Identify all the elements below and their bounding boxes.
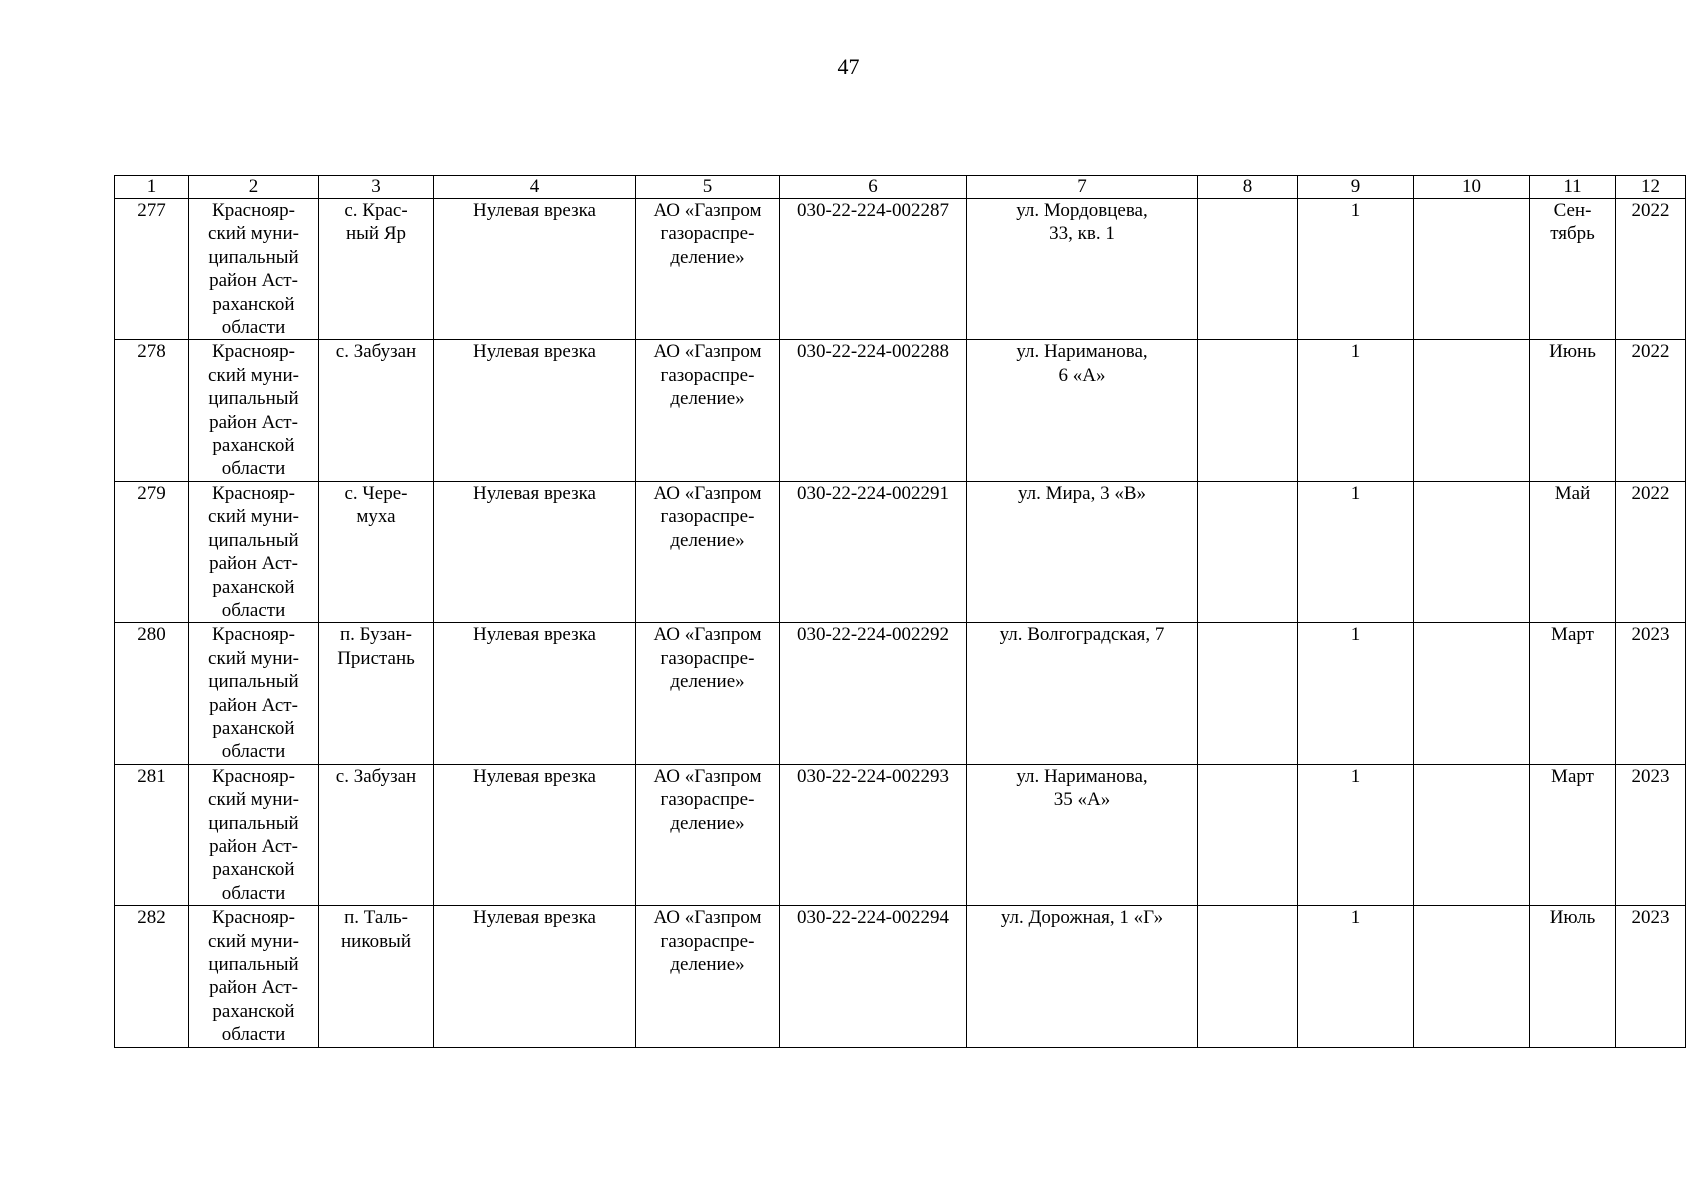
municipality-cell (189, 623, 319, 764)
year-cell: 2022 (1616, 340, 1686, 481)
cell-text-line: газораспре- (660, 506, 755, 528)
column-8-cell (1198, 199, 1298, 340)
object-code-cell: 030-22-224-002291 (780, 481, 967, 622)
cell-text-line: АО «Газпром (653, 482, 762, 504)
cell-text-line: Июль (1549, 907, 1596, 929)
work-type-cell: Нулевая врезка (434, 764, 636, 905)
cell-text-line: ципальный (208, 671, 299, 693)
row-number-cell: 277 (115, 199, 189, 340)
cell-text-line: деление» (670, 954, 745, 975)
cell-text-line: район Аст- (209, 977, 298, 999)
cell-text-line: район Аст- (209, 835, 298, 857)
column-10-cell (1414, 481, 1530, 622)
page-number: 47 (837, 54, 860, 79)
year-cell: 2023 (1616, 623, 1686, 764)
cell-text-line: Март (1551, 624, 1594, 646)
table-header (115, 176, 1686, 199)
table-row (115, 623, 1686, 764)
month-cell (1530, 199, 1616, 340)
address-cell (967, 340, 1198, 481)
column-header: 12 (1616, 176, 1686, 199)
cell-text-line: Краснояр- (212, 341, 295, 363)
column-header: 11 (1530, 176, 1616, 199)
cell-text-line: ул. Волгоградская, 7 (999, 624, 1165, 646)
cell-text-line: газораспре- (660, 789, 755, 811)
quantity-cell: 1 (1298, 623, 1414, 764)
quantity-cell: 1 (1298, 906, 1414, 1047)
cell-text-line: области (221, 317, 286, 339)
organization-cell (636, 623, 780, 764)
quantity-cell: 1 (1298, 199, 1414, 340)
cell-text-line: раханской (212, 859, 295, 881)
cell-text-line: район Аст- (209, 270, 298, 292)
cell-text-line: ул. Нариманова, (1016, 341, 1148, 363)
quantity-cell: 1 (1298, 340, 1414, 481)
address-cell (967, 199, 1198, 340)
cell-text-line: деление» (670, 671, 745, 693)
cell-text-line: ный Яр (345, 223, 407, 245)
settlement-cell (319, 481, 434, 622)
cell-text-line: ский муни- (208, 506, 299, 528)
cell-text-line: АО «Газпром (653, 765, 762, 787)
column-10-cell (1414, 199, 1530, 340)
quantity-cell: 1 (1298, 481, 1414, 622)
column-8-cell (1198, 623, 1298, 764)
cell-text-line: с. Забузан (335, 341, 417, 363)
cell-text-line: ципальный (208, 954, 299, 975)
cell-text-line: области (221, 599, 286, 621)
row-number-cell: 282 (115, 906, 189, 1047)
organization-cell (636, 906, 780, 1047)
column-8-cell (1198, 481, 1298, 622)
column-header: 6 (780, 176, 967, 199)
work-type-cell: Нулевая врезка (434, 623, 636, 764)
cell-text-line: 6 «А» (1058, 364, 1106, 386)
cell-text-line: район Аст- (209, 694, 298, 716)
object-code-cell: 030-22-224-002288 (780, 340, 967, 481)
cell-text-line: раханской (212, 576, 295, 598)
municipality-cell (189, 340, 319, 481)
column-8-cell (1198, 764, 1298, 905)
cell-text-line: газораспре- (660, 364, 755, 386)
table-row (115, 764, 1686, 905)
work-type-cell: Нулевая врезка (434, 481, 636, 622)
settlement-cell (319, 764, 434, 905)
year-cell: 2023 (1616, 764, 1686, 905)
organization-cell (636, 764, 780, 905)
object-code-cell: 030-22-224-002292 (780, 623, 967, 764)
column-10-cell (1414, 340, 1530, 481)
cell-text-line: Пристань (337, 647, 415, 669)
cell-text-line: Краснояр- (212, 624, 295, 646)
column-8-cell (1198, 340, 1298, 481)
cell-text-line: ул. Мордовцева, (1016, 200, 1148, 221)
cell-text-line: с. Забузан (335, 765, 417, 787)
settlement-cell (319, 906, 434, 1047)
address-cell (967, 623, 1198, 764)
organization-cell (636, 481, 780, 622)
cell-text-line: п. Таль- (344, 907, 408, 929)
table-row (115, 481, 1686, 622)
work-type-cell: Нулевая врезка (434, 199, 636, 340)
cell-text-line: ский муни- (208, 647, 299, 669)
table-body (115, 199, 1686, 1048)
column-10-cell (1414, 764, 1530, 905)
cell-text-line: АО «Газпром (653, 624, 762, 646)
organization-cell (636, 340, 780, 481)
month-cell (1530, 623, 1616, 764)
cell-text-line: район Аст- (209, 553, 298, 575)
settlement-cell (319, 340, 434, 481)
row-number-cell: 279 (115, 481, 189, 622)
cell-text-line: п. Бузан- (339, 624, 413, 646)
column-header: 3 (319, 176, 434, 199)
cell-text-line: области (221, 741, 286, 763)
cell-text-line: ципальный (208, 529, 299, 551)
row-number-cell: 280 (115, 623, 189, 764)
cell-text-line: никовый (340, 930, 411, 952)
address-cell (967, 481, 1198, 622)
cell-text-line: Краснояр- (212, 907, 295, 929)
address-cell (967, 906, 1198, 1047)
cell-text-line: области (221, 1024, 286, 1046)
year-cell: 2022 (1616, 481, 1686, 622)
quantity-cell: 1 (1298, 764, 1414, 905)
column-10-cell (1414, 906, 1530, 1047)
cell-text-line: газораспре- (660, 647, 755, 669)
cell-text-line: области (221, 458, 286, 480)
cell-text-line: Сен- (1553, 200, 1592, 221)
table-row (115, 340, 1686, 481)
month-cell (1530, 340, 1616, 481)
municipality-cell (189, 906, 319, 1047)
object-code-cell: 030-22-224-002287 (780, 199, 967, 340)
cell-text-line: ский муни- (208, 223, 299, 245)
month-cell (1530, 764, 1616, 905)
cell-text-line: муха (356, 506, 396, 528)
cell-text-line: Краснояр- (212, 482, 295, 504)
cell-text-line: 33, кв. 1 (1049, 223, 1115, 245)
organization-cell (636, 199, 780, 340)
column-header: 2 (189, 176, 319, 199)
year-cell: 2023 (1616, 906, 1686, 1047)
header-row (115, 176, 1686, 199)
cell-text-line: раханской (212, 435, 295, 457)
column-10-cell (1414, 623, 1530, 764)
municipality-cell (189, 199, 319, 340)
cell-text-line: Краснояр- (212, 200, 295, 221)
cell-text-line: раханской (212, 717, 295, 739)
cell-text-line: ский муни- (208, 364, 299, 386)
column-header: 7 (967, 176, 1198, 199)
cell-text-line: ский муни- (208, 789, 299, 811)
cell-text-line: ципальный (208, 246, 299, 268)
cell-text-line: деление» (670, 246, 745, 268)
address-cell (967, 764, 1198, 905)
column-header: 1 (115, 176, 189, 199)
cell-text-line: ципальный (208, 812, 299, 834)
cell-text-line: ул. Нариманова, (1016, 765, 1148, 787)
work-type-cell: Нулевая врезка (434, 340, 636, 481)
cell-text-line: деление» (670, 529, 745, 551)
work-type-cell: Нулевая врезка (434, 906, 636, 1047)
object-code-cell: 030-22-224-002293 (780, 764, 967, 905)
cell-text-line: ул. Мира, 3 «В» (1017, 482, 1147, 504)
cell-text-line: тябрь (1550, 223, 1595, 245)
settlement-cell (319, 199, 434, 340)
municipality-cell (189, 764, 319, 905)
cell-text-line: ципальный (208, 388, 299, 410)
cell-text-line: области (221, 882, 286, 904)
cell-text-line: АО «Газпром (653, 341, 762, 363)
cell-text-line: с. Чере- (344, 482, 408, 504)
settlement-cell (319, 623, 434, 764)
table-row (115, 906, 1686, 1047)
cell-text-line: АО «Газпром (653, 907, 762, 929)
cell-text-line: Май (1554, 482, 1591, 504)
month-cell (1530, 906, 1616, 1047)
column-header: 4 (434, 176, 636, 199)
object-code-cell: 030-22-224-002294 (780, 906, 967, 1047)
cell-text-line: газораспре- (660, 223, 755, 245)
cell-text-line: Июнь (1549, 341, 1596, 363)
registry-table (114, 175, 1686, 1048)
cell-text-line: ский муни- (208, 930, 299, 952)
cell-text-line: Краснояр- (212, 765, 295, 787)
municipality-cell (189, 481, 319, 622)
cell-text-line: 35 «А» (1053, 789, 1111, 811)
month-cell (1530, 481, 1616, 622)
cell-text-line: с. Крас- (344, 200, 408, 221)
cell-text-line: деление» (670, 388, 745, 410)
cell-text-line: раханской (212, 293, 295, 315)
cell-text-line: раханской (212, 1000, 295, 1022)
column-header: 5 (636, 176, 780, 199)
year-cell: 2022 (1616, 199, 1686, 340)
cell-text-line: район Аст- (209, 411, 298, 433)
cell-text-line: деление» (670, 812, 745, 834)
table-row (115, 199, 1686, 340)
row-number-cell: 278 (115, 340, 189, 481)
row-number-cell: 281 (115, 764, 189, 905)
cell-text-line: ул. Дорожная, 1 «Г» (1000, 907, 1164, 929)
cell-text-line: АО «Газпром (653, 200, 762, 221)
column-header: 8 (1198, 176, 1298, 199)
cell-text-line: газораспре- (660, 930, 755, 952)
cell-text-line: Март (1551, 765, 1594, 787)
column-header: 10 (1414, 176, 1530, 199)
column-header: 9 (1298, 176, 1414, 199)
column-8-cell (1198, 906, 1298, 1047)
